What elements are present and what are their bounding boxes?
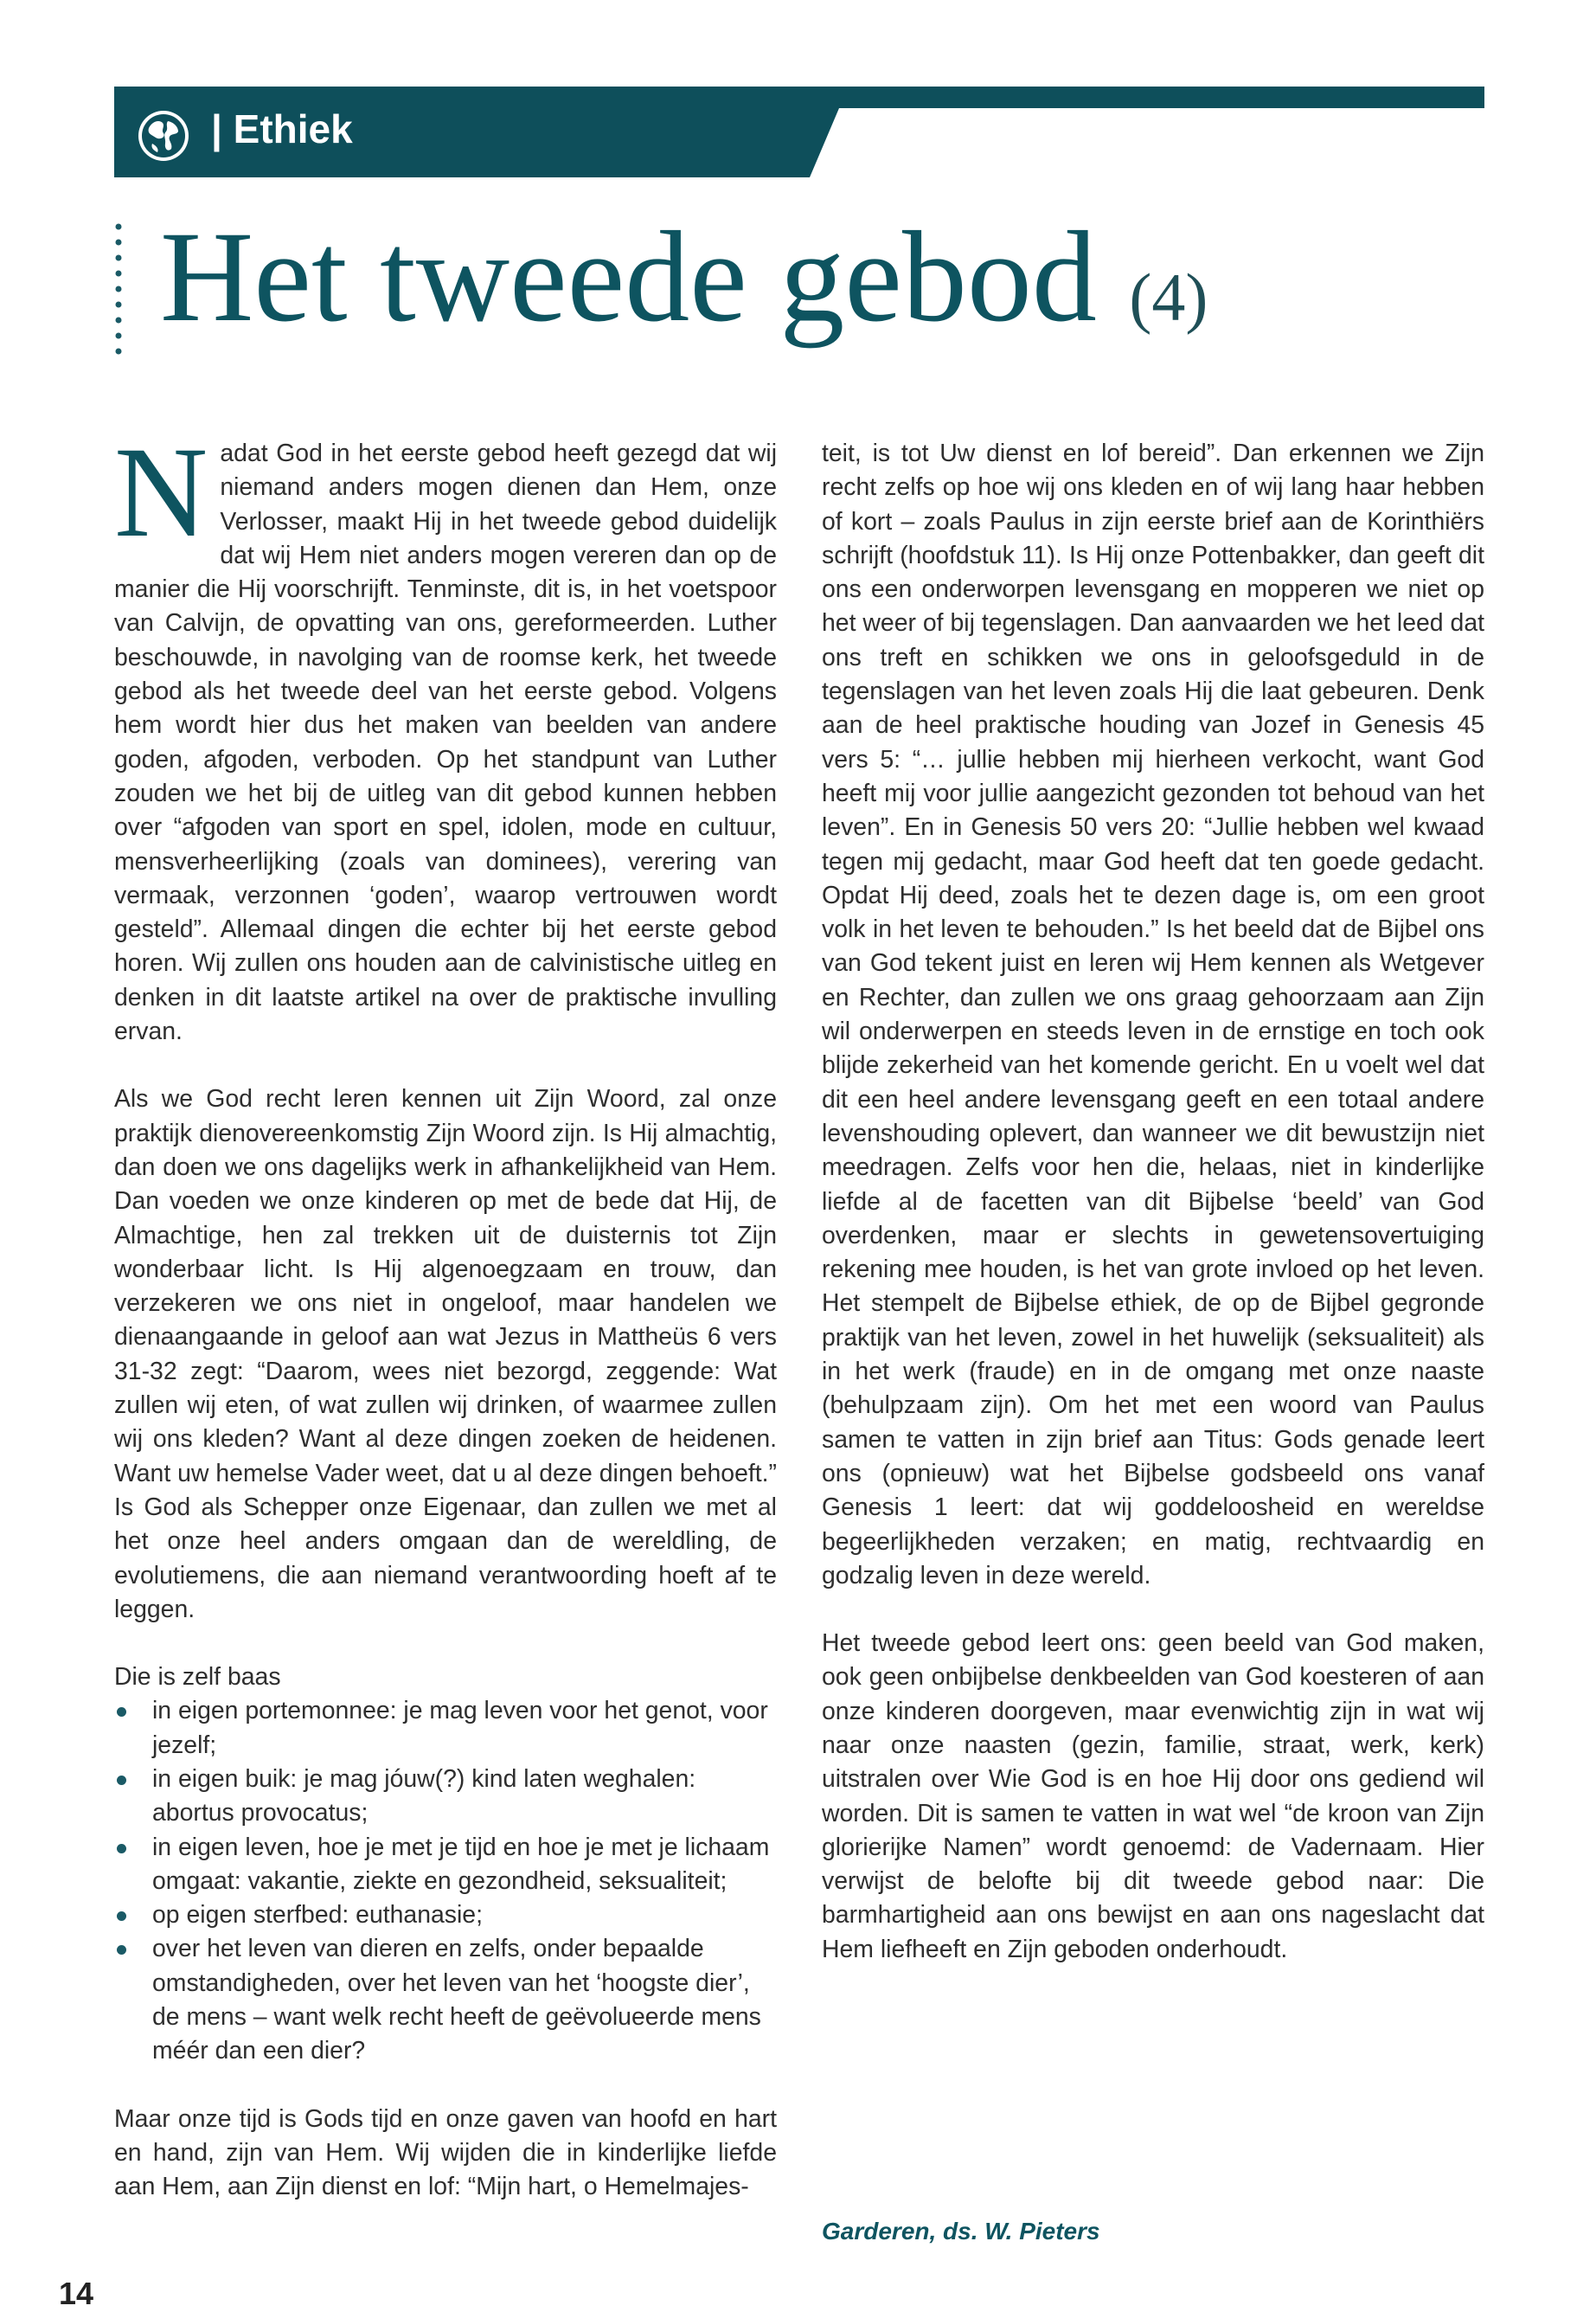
bullet-list: [114, 1694, 777, 2068]
intro-paragraph: [114, 421, 777, 1049]
list-item: in eigen buik: je mag jóuw(?) kind laten weghalen: abortus provocatus;: [114, 1763, 777, 1831]
list-item: over het leven van dieren en zelfs, onder bepaalde omstandigheden, over het leven van het ‘hoogste dier’, de mens – want welk recht heeft de geëvolueerde mens méér dan een dier?: [114, 1932, 777, 2068]
title-main: Het tweede gebod: [160, 205, 1097, 349]
list-item: in eigen leven, hoe je met je tijd en hoe je met je lichaam omgaat: vakantie, ziekte en gezondheid, seksualiteit;: [114, 1831, 777, 1899]
body-paragraph: Maar onze tijd is Gods tijd en onze gaven van hoofd en hart en hand, zijn van Hem. Wij wijden die in kinderlijke liefde aan Hem, aan Zijn dienst en lof: “Mijn hart, o Hemelmajes-: [114, 2104, 777, 2201]
body-paragraph: teit, is tot Uw dienst en lof bereid”. Dan erkennen we Zijn recht zelfs op hoe wij ons kleden en of wij lang haar hebben of kort – zoals Paulus in zijn eerste brief aan de Korinthiërs schrijft (hoofdstuk 11). Is Hij onze Pottenbakker, dan geeft dit ons een onderworpen levensgang en mopperen we niet op het weer of bij tegenslagen. Dan aanvaarden we het leed dat ons treft en schikken we ons in geloofsgeduld in de tegenslagen van het leven zoals Hij die laat gebeuren. Denk aan de heel praktische houding van Jozef in Genesis 45 vers 5: “… jullie hebben mij hierheen verkocht, want God heeft mij voor jullie aangezicht gezonden tot behoud van het leven”. En in Genesis 50 vers 20: “Jullie hebben wel kwaad tegen mij gedacht, maar God heeft dat ten goede gedacht. Opdat Hij deed, zoals het te dezen dage is, om een groot volk in het leven te behouden.” Is het beeld dat de Bijbel ons van God tekent juist en leren wij Hem kennen als Wetgever en Rechter, dan zullen we ons graag gehoorzaam aan Zijn wil onderwerpen en steeds leven in de ernstige en toch ook blijde zekerheid van het komende gericht. En u voelt wel dat dit een heel andere levensgang geeft en een totaal andere levenshouding oplevert, dan wanneer we dit bewustzijn niet meedragen. Zelfs voor hen die, helaas, niet in kinderlijke liefde al de facetten van dit Bijbelse ‘beeld’ van God overdenken, maar er slechts in gewetensovertuiging rekening mee houden, is het van grote invloed op het leven. Het stempelt de Bijbelse ethiek, de op de Bijbel gegronde praktijk van het leven, zowel in het huwelijk (seksualiteit) als in het werk (fraude) en in de omgang met onze naaste (behulpzaam zijn). Om het met een woord van Paulus samen te vatten in zijn brief aan Titus: Gods genade leert ons (opnieuw) wat het Bijbelse godsbeeld ons vanaf Genesis 1 leert: dat wij goddeloosheid en wereldse begeerlijkheden verzaken; en matig, rechtvaardig en godzalig leven in deze wereld.: [822, 440, 1484, 1590]
globe-icon: [137, 109, 190, 163]
page-title: [160, 206, 1208, 349]
body-paragraph: Als we God recht leren kennen uit Zijn Woord, zal onze praktijk dienovereenkomstig Zijn Woord zijn. Is Hij almachtig, dan doen we ons dagelijks werk in afhankelijkheid van Hem. Dan voeden we onze kinderen op met de bede dat Hij, de Almachtige, hen zal trekken uit de duisternis tot Zijn wonderbaar licht. Is Hij algenoegzaam en trouw, dan verzekeren we ons niet in ongeloof, maar handelen we dienaangaande in geloof aan wat Jezus in Mattheüs 6 vers 31-32 zegt: “Daarom, wees niet bezorgd, zeggende: Wat zullen wij eten, of wat zullen wij drinken, of waarmee zullen wij ons kleden? Want al deze dingen zoeken de heidenen. Want uw hemelse Vader weet, dat u al deze dingen behoeft.” Is God als Schepper onze Eigenaar, dan zullen we met al het onze heel anders omgaan dan de wereldling, de evolutiemens, die aan niemand verantwoording hoeft af te leggen.: [114, 1085, 777, 1623]
list-item: in eigen portemonnee: je mag leven voor het genot, voor jezelf;: [114, 1694, 777, 1763]
list-intro: Die is zelf baas: [114, 1663, 281, 1692]
page-number: 14: [59, 2276, 94, 2311]
article-column-left: [114, 421, 777, 2238]
drop-cap: N: [114, 421, 208, 564]
article-column-right: [822, 437, 1484, 2001]
section-label: | Ethiek: [211, 106, 353, 151]
dotted-rule: [112, 223, 125, 362]
author-signature: Garderen, ds. W. Pieters: [822, 2218, 1100, 2245]
title-part-number: (4): [1129, 260, 1208, 335]
intro-text: adat God in het eerste gebod heeft gezegd dat wij niemand anders mogen dienen dan Hem, onze Verlosser, maakt Hij in het tweede gebod duidelijk dat wij Hem niet anders mogen vereren dan op de manier die Hij voorschrijft. Tenminste, dit is, in het voetspoor van Calvijn, de opvatting van ons, gereformeerden. Luther beschouwde, in navolging van de roomse kerk, het tweede gebod als het tweede deel van het eerste gebod. Volgens hem wordt hier dus het maken van beelden van andere goden, afgoden, verboden. Op het standpunt van Luther zouden we het bij de uitleg van dit gebod kunnen hebben over “afgoden van sport en spel, idolen, mode en cultuur, mensverheerlijking (zoals van dominees), verering van vermaak, verzonnen ‘goden’, waarop vertrouwen wordt gesteld”. Allemaal dingen die echter bij het eerste gebod horen. Wij zullen ons houden aan de calvinistische uitleg en denken in dit laatste artikel na over de praktische invulling ervan.: [114, 440, 777, 1046]
closing-paragraph: Het tweede gebod leert ons: geen beeld van God maken, ook geen onbijbelse denkbeelden van God koesteren of aan onze kinderen doorgeven, maar evenwichtig zijn in wat wij naar onze naasten (gezin, familie, straat, werk, kerk) uitstralen over Wie God is en hoe Hij door ons gediend wil worden. Dit is samen te vatten in wat wel “de kroon van Zijn glorierijke Namen” wordt genoemd: de Vadernaam. Hier verwijst de belofte bij dit tweede gebod naar: Die barmhartigheid aan ons bewijst en aan ons nageslacht dat Hem liefheeft en Zijn geboden onderhoudt.: [822, 1629, 1484, 1963]
list-item: op eigen sterfbed: euthanasie;: [114, 1898, 777, 1932]
